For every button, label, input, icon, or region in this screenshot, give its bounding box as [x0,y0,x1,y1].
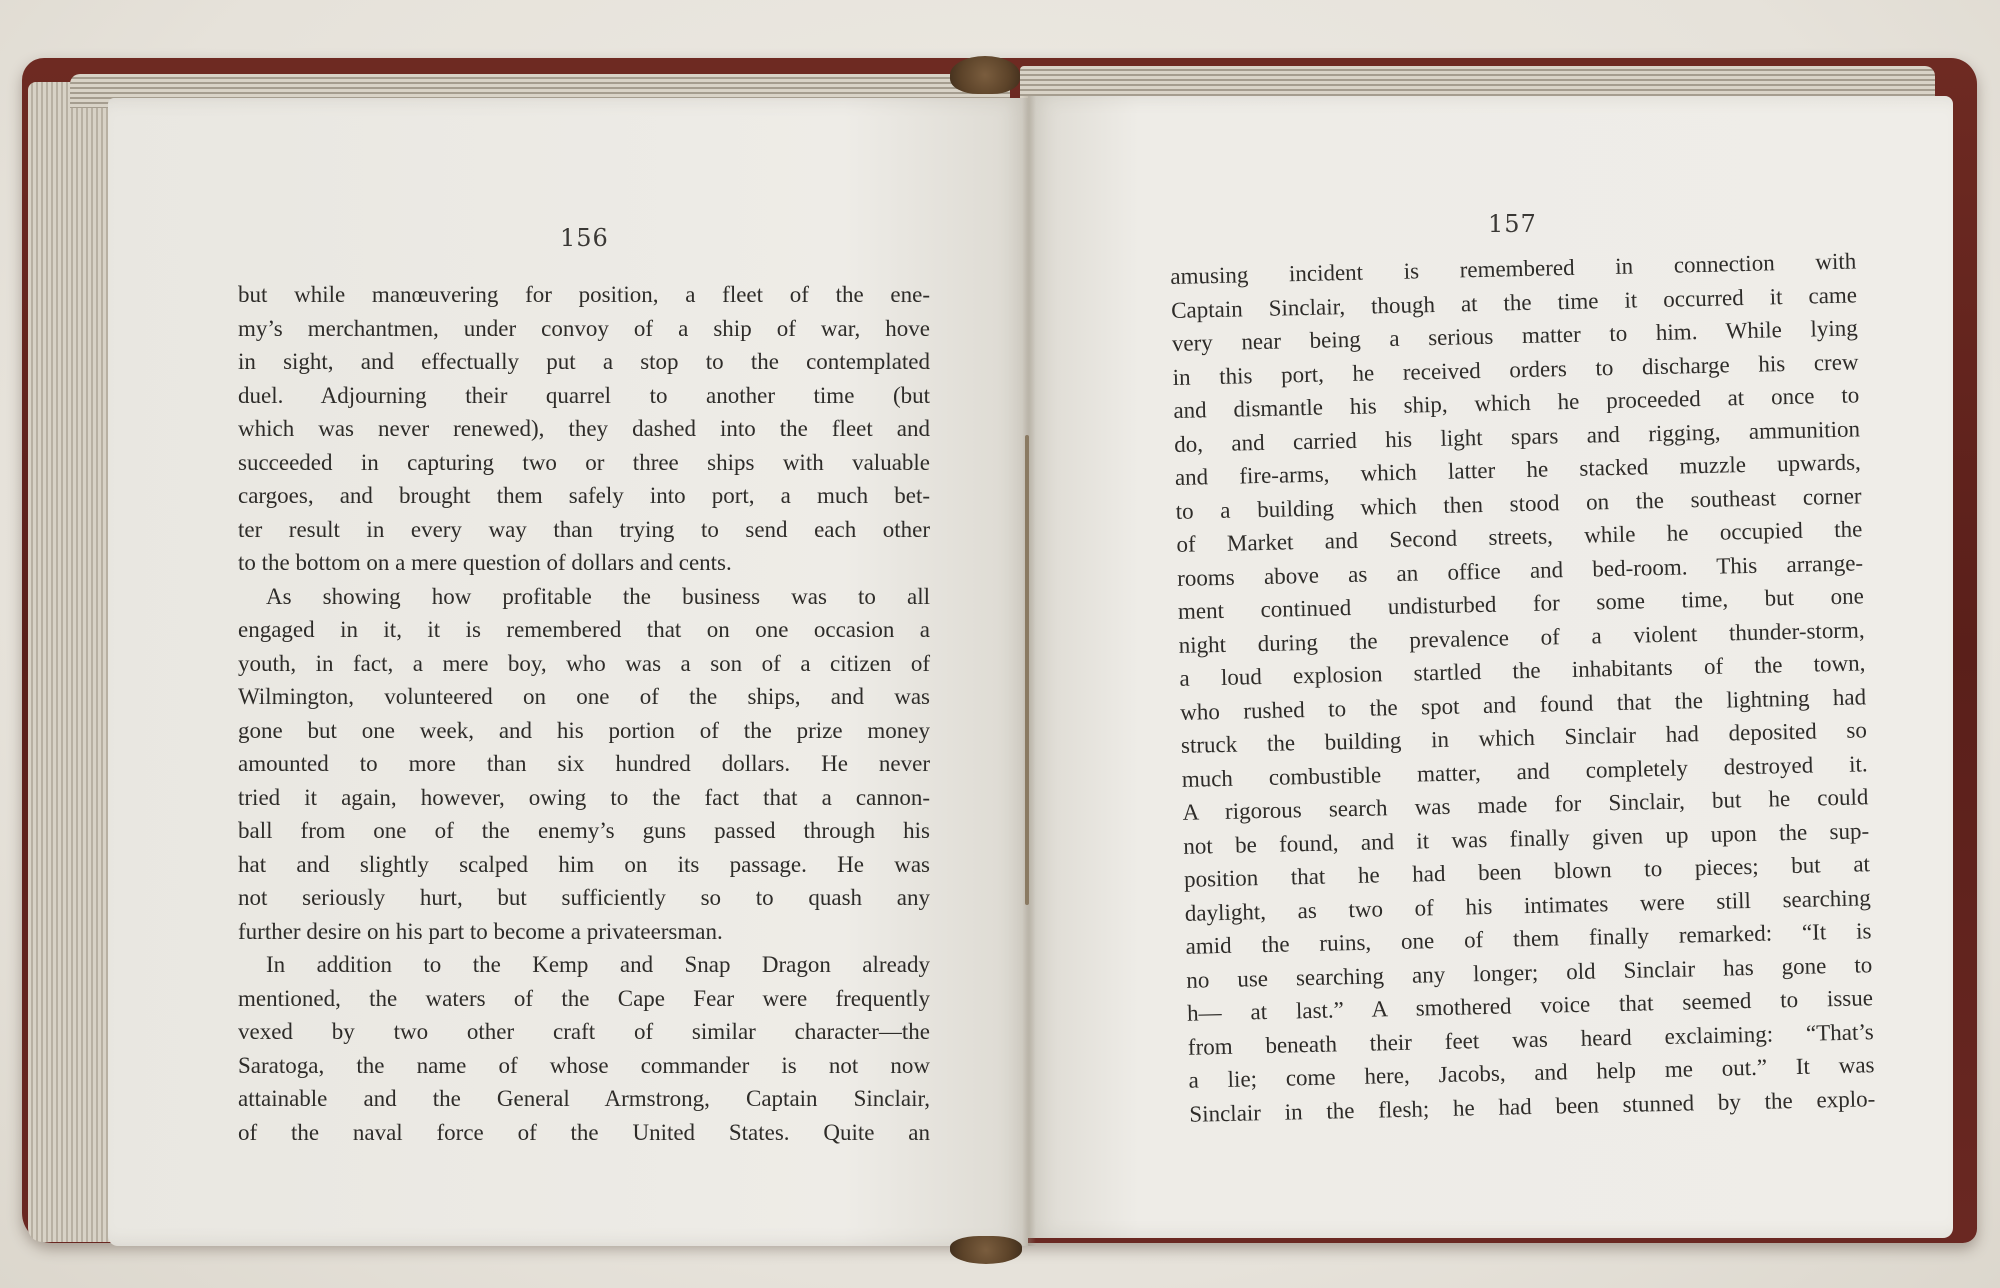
binding-thread [1025,435,1029,905]
text-line: of Market and Second streets, while he occupied the [1176,516,1863,557]
text-line: Sinclair in the flesh; he had been stunned by the explo- [1189,1085,1876,1127]
text-line: in sight, and effectually put a stop to the contemplated [238,349,930,374]
text-line: my’s merchantmen, under convoy of a ship of war, hove [238,315,930,341]
text-line: but while manœuvering for position, a fleet of the ene- [238,282,930,307]
right-page-text [1170,244,1876,1130]
text-line: amusing incident is remembered in connection with [1170,248,1857,289]
text-line: from beneath their feet was heard exclaiming: “That’s [1187,1018,1874,1060]
text-line: night during the prevalence of a violent thunder-storm, [1178,616,1865,658]
spine-headband [950,56,1020,94]
text-line: which was never renewed), they dashed into the fleet and [238,416,930,441]
text-line: A rigorous search was made for Sinclair, but he could [1182,784,1869,825]
text-line: hat and slightly scalped him on its passage. He was [238,851,930,877]
text-line: ball from one of the enemy’s guns passed through his [238,818,930,843]
text-line: gone but one week, and his portion of the prize money [238,717,930,743]
text-line: cargoes, and brought them safely into port, a much bet- [238,483,930,508]
text-line: a lie; come here, Jacobs, and help me out.” It was [1188,1052,1875,1093]
text-line: a loud explosion startled the inhabitants of the town, [1179,650,1866,691]
text-line: struck the building in which Sinclair had deposited so [1180,717,1868,758]
text-line: to the bottom on a mere question of dollars and cents. [238,550,732,575]
left-page-stack [28,82,120,1242]
text-line: do, and carried his light spars and rigging, ammunition [1173,415,1861,457]
text-line: very near being a serious matter to him. While lying [1171,315,1859,356]
left-page-text [238,278,930,1149]
right-page-number: 157 [1488,210,1537,238]
text-line: rooms above as an office and bed-room. This arrange- [1176,549,1864,591]
text-line: of the naval force of the United States. Quite an [238,1119,930,1145]
text-line: Wilmington, volunteered on one of the ships, and was [238,684,930,709]
text-line: no use searching any longer; old Sinclair has gone to [1186,951,1873,993]
text-line: engaged in it, it is remembered that on one occasion a [238,617,930,642]
text-line: duel. Adjourning their quarrel to another time (but [238,382,930,408]
text-line: not be found, and it was finally given up upon the sup- [1183,817,1870,859]
text-line: h— at last.” A smothered voice that seemed to issue [1186,985,1874,1026]
text-line: youth, in fact, a mere boy, who was a son of a citizen of [238,650,930,676]
text-line: As showing how profitable the business was to all [266,583,930,609]
left-page-number: 156 [560,224,609,252]
spine-footband [950,1236,1022,1264]
text-line: amid the ruins, one of them finally remarked: “It is [1185,918,1872,959]
text-line: vexed by two other craft of similar character—the [238,1019,930,1044]
text-line: not seriously hurt, but sufficiently so to quash any [238,885,930,910]
text-line: ter result in every way than trying to send each other [238,516,930,542]
text-line: In addition to the Kemp and Snap Dragon already [266,952,930,977]
text-line: attainable and the General Armstrong, Captain Sinclair, [238,1086,930,1111]
text-line: succeeded in capturing two or three ships with valuable [238,449,930,475]
text-line: Saratoga, the name of whose commander is not now [238,1052,930,1078]
text-line: and dismantle his ship, which he proceeded at once to [1173,382,1860,423]
text-line: further desire on his part to become a privateersman. [238,918,723,944]
text-line: position that he had been blown to pieces; but at [1183,851,1871,892]
text-line: ment continued undisturbed for some time, but one [1177,583,1865,624]
text-line: Captain Sinclair, though at the time it occurred it came [1170,281,1858,323]
text-line: much combustible matter, and completely destroyed it. [1181,750,1868,792]
text-line: amounted to more than six hundred dollars. He never [238,751,930,776]
text-line: and fire-arms, which latter he stacked muzzle upwards, [1174,449,1862,490]
text-line: daylight, as two of his intimates were still searching [1184,884,1871,926]
text-line: in this port, he received orders to discharge his crew [1172,348,1859,390]
text-line: to a building which then stood on the southeast corner [1175,482,1862,524]
text-line: tried it again, however, owing to the fact that a cannon- [238,784,930,810]
text-line: mentioned, the waters of the Cape Fear were frequently [238,985,930,1011]
right-page-edges [1020,66,1935,100]
text-line: who rushed to the spot and found that the lightning had [1179,683,1867,725]
